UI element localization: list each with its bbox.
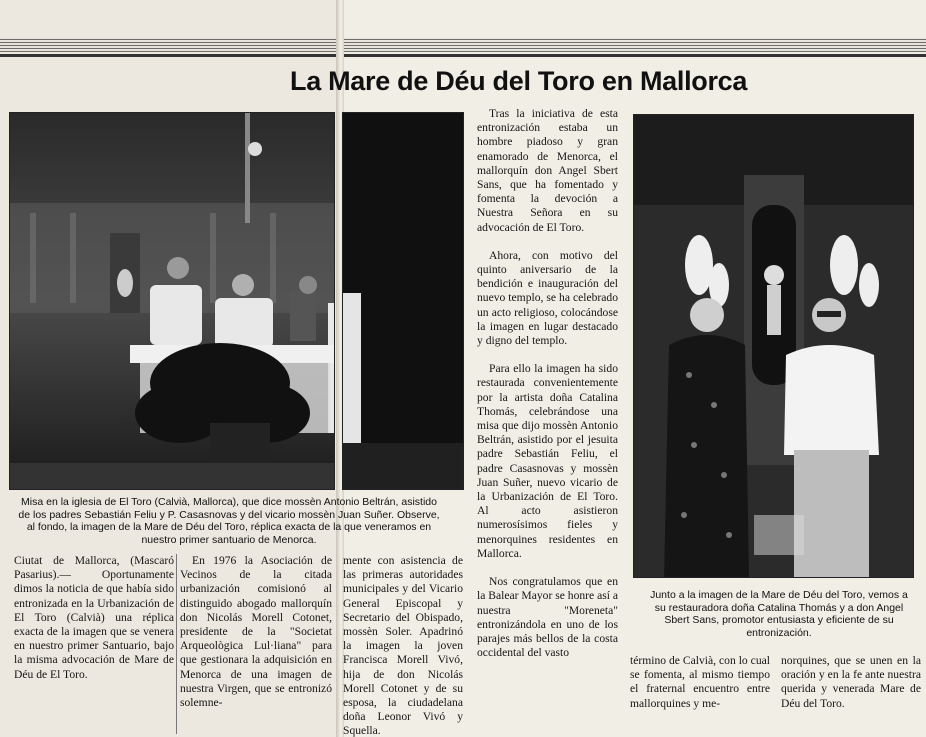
photo-restorer-promoter xyxy=(633,114,914,578)
article-column-2 xyxy=(180,554,332,724)
column-4-paragraph-1: Tras la iniciativa de esta entronización estaba un hombre piadoso y gran enamorado de Menorca, el mallorquín don Angel Sbert Sans, que ha fomentado y fomenta la devoción a Nuestra Señora en su advocación de El Toro. xyxy=(477,107,618,234)
article-column-4 xyxy=(477,107,618,674)
photo-side-strip xyxy=(342,112,464,490)
column-1-text: Ciutat de Mallorca, (Mascaró Pasarius).— Oportunamente dimos la noticia de que había sido entronizada en la Urbanización de El Toro (Calvià) una réplica exacta de la imagen que se venera en nuestro primer Santuario, bajo la misma advocación de Mare de Déu de El Toro. xyxy=(14,554,174,681)
header-rule xyxy=(0,38,926,52)
column-4-paragraph-3: Para ello la imagen ha sido restaurada convenientemente por la artista doña Catalina Thomás, celebrándose una misa que dijo mossèn Antonio Beltrán, asistido por el jesuita padre Sebastián Feliu, el padre Casasnovas y mossèn Juan Suñer, nuevo vicario de la Urbanización de El Toro. Al acto asistieron numerosísimos fieles y menorquines residentes en Mallorca. xyxy=(477,362,618,560)
photo-mass-altar-image xyxy=(10,113,334,489)
column-divider xyxy=(176,554,177,734)
header-rule-bottom xyxy=(0,54,926,57)
photo-mass-altar xyxy=(9,112,335,490)
column-4-paragraph-4: Nos congratulamos que en la Balear Mayor se honre así a nuestra "Moreneta" entronizándola en uno de los parajes más bellos de la costa occidental del vasto xyxy=(477,575,618,660)
article-column-3 xyxy=(343,554,463,737)
column-2-text: En 1976 la Asociación de Vecinos de la citada urbanización comisionó al distinguido abogado mallorquín don Nicolás Morell Cotonet, presidente de la "Societat Arqueològica Lul·liana" para que gestionara la adquisición en Menorca de una imagen de nuestra Virgen, que se entronizó solemne- xyxy=(180,554,332,710)
photo-restorer-promoter-image xyxy=(634,115,913,577)
article-column-1 xyxy=(14,554,174,696)
column-6-text: norquines, que se unen en la oración y en la fe ante nuestra querida y venerada Mare de Déu del Toro. xyxy=(781,654,921,710)
article-column-5 xyxy=(630,654,770,725)
column-4-paragraph-2: Ahora, con motivo del quinto aniversario de la bendición e inauguración del nuevo templo, se ha celebrado un acto religioso, colocándose la imagen en lugar destacado y digno del templo. xyxy=(477,248,618,348)
headline: La Mare de Déu del Toro en Mallorca xyxy=(290,66,748,96)
column-3-text: mente con asistencia de las primeras autoridades municipales y del Vicario General Episcopal y Secretario del Obispado, mossèn Soler. Apadrinó la imagen la joven Francisca Morell Vivó, hija de don Nicolás Morell Cotonet y de su esposa, la ciudadelana doña Leonor Vivó y Squella. xyxy=(343,554,463,737)
article-column-6 xyxy=(781,654,921,725)
column-5-text: término de Calvià, con lo cual se fomenta, al mismo tiempo el fraternal encuentro entre mallorquines y me- xyxy=(630,654,770,710)
caption-restorer: Junto a la imagen de la Mare de Déu del Toro, vemos a su restauradora doña Catalina Thomás y a don Angel Sbert Sans, promotor entusiasta y eficiente de su entronización. xyxy=(650,589,908,639)
caption-mass: Misa en la iglesia de El Toro (Calvià, Mallorca), que dice mossèn Antonio Beltrán, asistido de los padres Sebastián Feliu y P. Casasnovas y del vicario mossèn Juan Suñer. Observe, al fondo, la imagen de la Mare de Déu del Toro, réplica exacta de la que veneramos en nuestro primer santuario de Menorca. xyxy=(18,496,440,546)
photo-side-strip-image xyxy=(343,113,463,489)
